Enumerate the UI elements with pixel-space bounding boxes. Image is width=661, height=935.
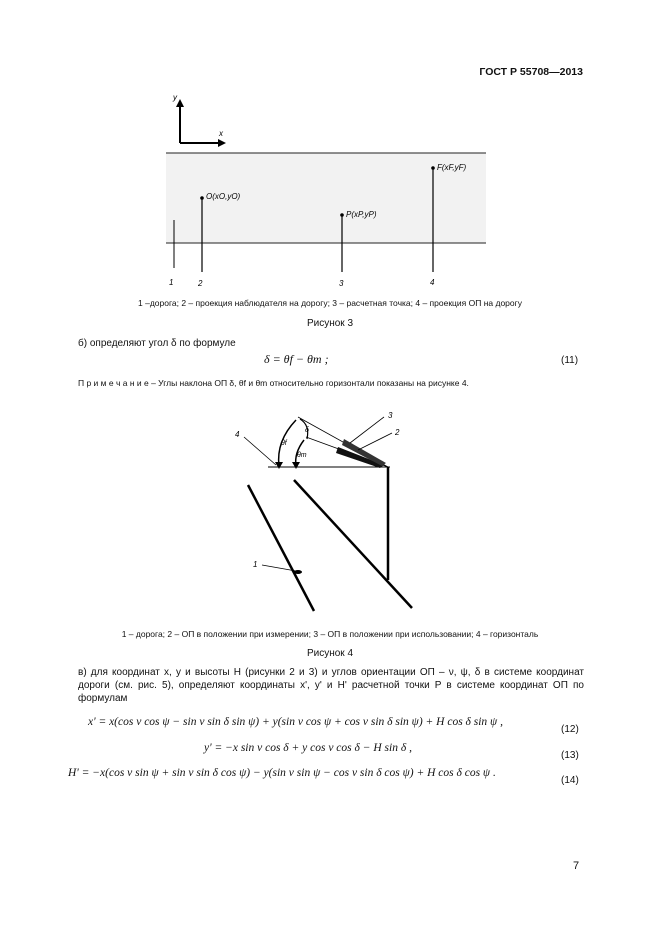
paragraph-v: в) для координат x, y и высоты H (рисунки 2 и 3) и углов ориентации ОП – ν, ψ, δ в системе координат дороги (см. рис. 5), определяют координаты x', y' и H' расчетной точки P в системе координат ОП по формулам xyxy=(78,667,584,704)
road-line-left xyxy=(248,485,314,611)
leader-1-dot xyxy=(294,570,302,574)
fig3-label-3: 3 xyxy=(339,279,344,288)
paragraph-b: б) определяют угол δ по формуле xyxy=(78,338,236,349)
fig3-label-1: 1 xyxy=(169,278,174,287)
point-p-dot xyxy=(340,213,344,217)
point-o-label: O(xO,yO) xyxy=(206,192,241,201)
point-f-dot xyxy=(431,166,435,170)
y-axis-arrow xyxy=(176,99,184,107)
angle-theta-f-label: θf xyxy=(281,440,287,447)
arc-theta-f-arrow xyxy=(275,462,283,469)
fig4-label-1: 1 xyxy=(253,560,258,569)
figure-3-title: Рисунок 3 xyxy=(306,318,354,329)
figure-4-title: Рисунок 4 xyxy=(306,648,354,659)
fig4-label-2: 2 xyxy=(395,428,400,437)
equation-12: x' = x(cos ν cos ψ − sin ν sin δ sin ψ) + y(sin ν cos ψ + cos ν sin δ sin ψ) + H cos δ sin ψ , xyxy=(88,716,503,728)
equation-14: H' = −x(cos ν sin ψ + sin ν sin δ cos ψ) − y(sin ν sin ψ − cos ν sin δ cos ψ) + H cos δ cos ψ . xyxy=(68,767,496,779)
figure-3-caption: 1 –дорога; 2 – проекция наблюдателя на дорогу; 3 – расчетная точка; 4 – проекция ОП на дорогу xyxy=(138,298,522,308)
fig3-label-4: 4 xyxy=(430,278,435,287)
figure-3 xyxy=(0,0,661,300)
equation-13-number: (13) xyxy=(561,750,579,761)
equation-11-number: (11) xyxy=(561,355,579,366)
equation-13: y' = −x sin ν cos δ + y cos ν cos δ − H sin δ , xyxy=(204,742,412,754)
x-axis-label: x xyxy=(219,129,223,138)
document-header: ГОСТ Р 55708—2013 xyxy=(479,66,583,78)
note: П р и м е ч а н и е – Углы наклона ОП δ, θf и θm относительно горизонтали показаны на рисунке 4. xyxy=(78,378,469,388)
equation-12-number: (12) xyxy=(561,724,579,735)
figure-4 xyxy=(0,395,661,625)
figure-4-caption: 1 – дорога; 2 – ОП в положении при измерении; 3 – ОП в положении при использовании; 4 – горизонталь xyxy=(121,629,539,639)
arc-theta-m-arrow xyxy=(292,462,300,469)
fig4-label-3: 3 xyxy=(388,411,393,420)
road-line-right xyxy=(294,480,412,608)
equation-14-number: (14) xyxy=(561,775,579,786)
point-p-label: P(xP,yP) xyxy=(346,210,377,219)
x-axis-arrow xyxy=(218,139,226,147)
point-f-label: F(xF,yF) xyxy=(437,163,467,172)
point-o-dot xyxy=(200,196,204,200)
y-axis-label: y xyxy=(173,93,177,102)
fig3-label-2: 2 xyxy=(198,279,203,288)
angle-delta-label: δ xyxy=(305,427,309,434)
angle-theta-m-label: θm xyxy=(297,452,307,459)
leader-3 xyxy=(350,417,384,443)
fig4-label-4: 4 xyxy=(235,430,240,439)
leader-2 xyxy=(358,433,392,450)
leader-4 xyxy=(244,437,276,465)
page-number: 7 xyxy=(573,860,580,872)
equation-11: δ = θf − θm ; xyxy=(264,352,329,366)
